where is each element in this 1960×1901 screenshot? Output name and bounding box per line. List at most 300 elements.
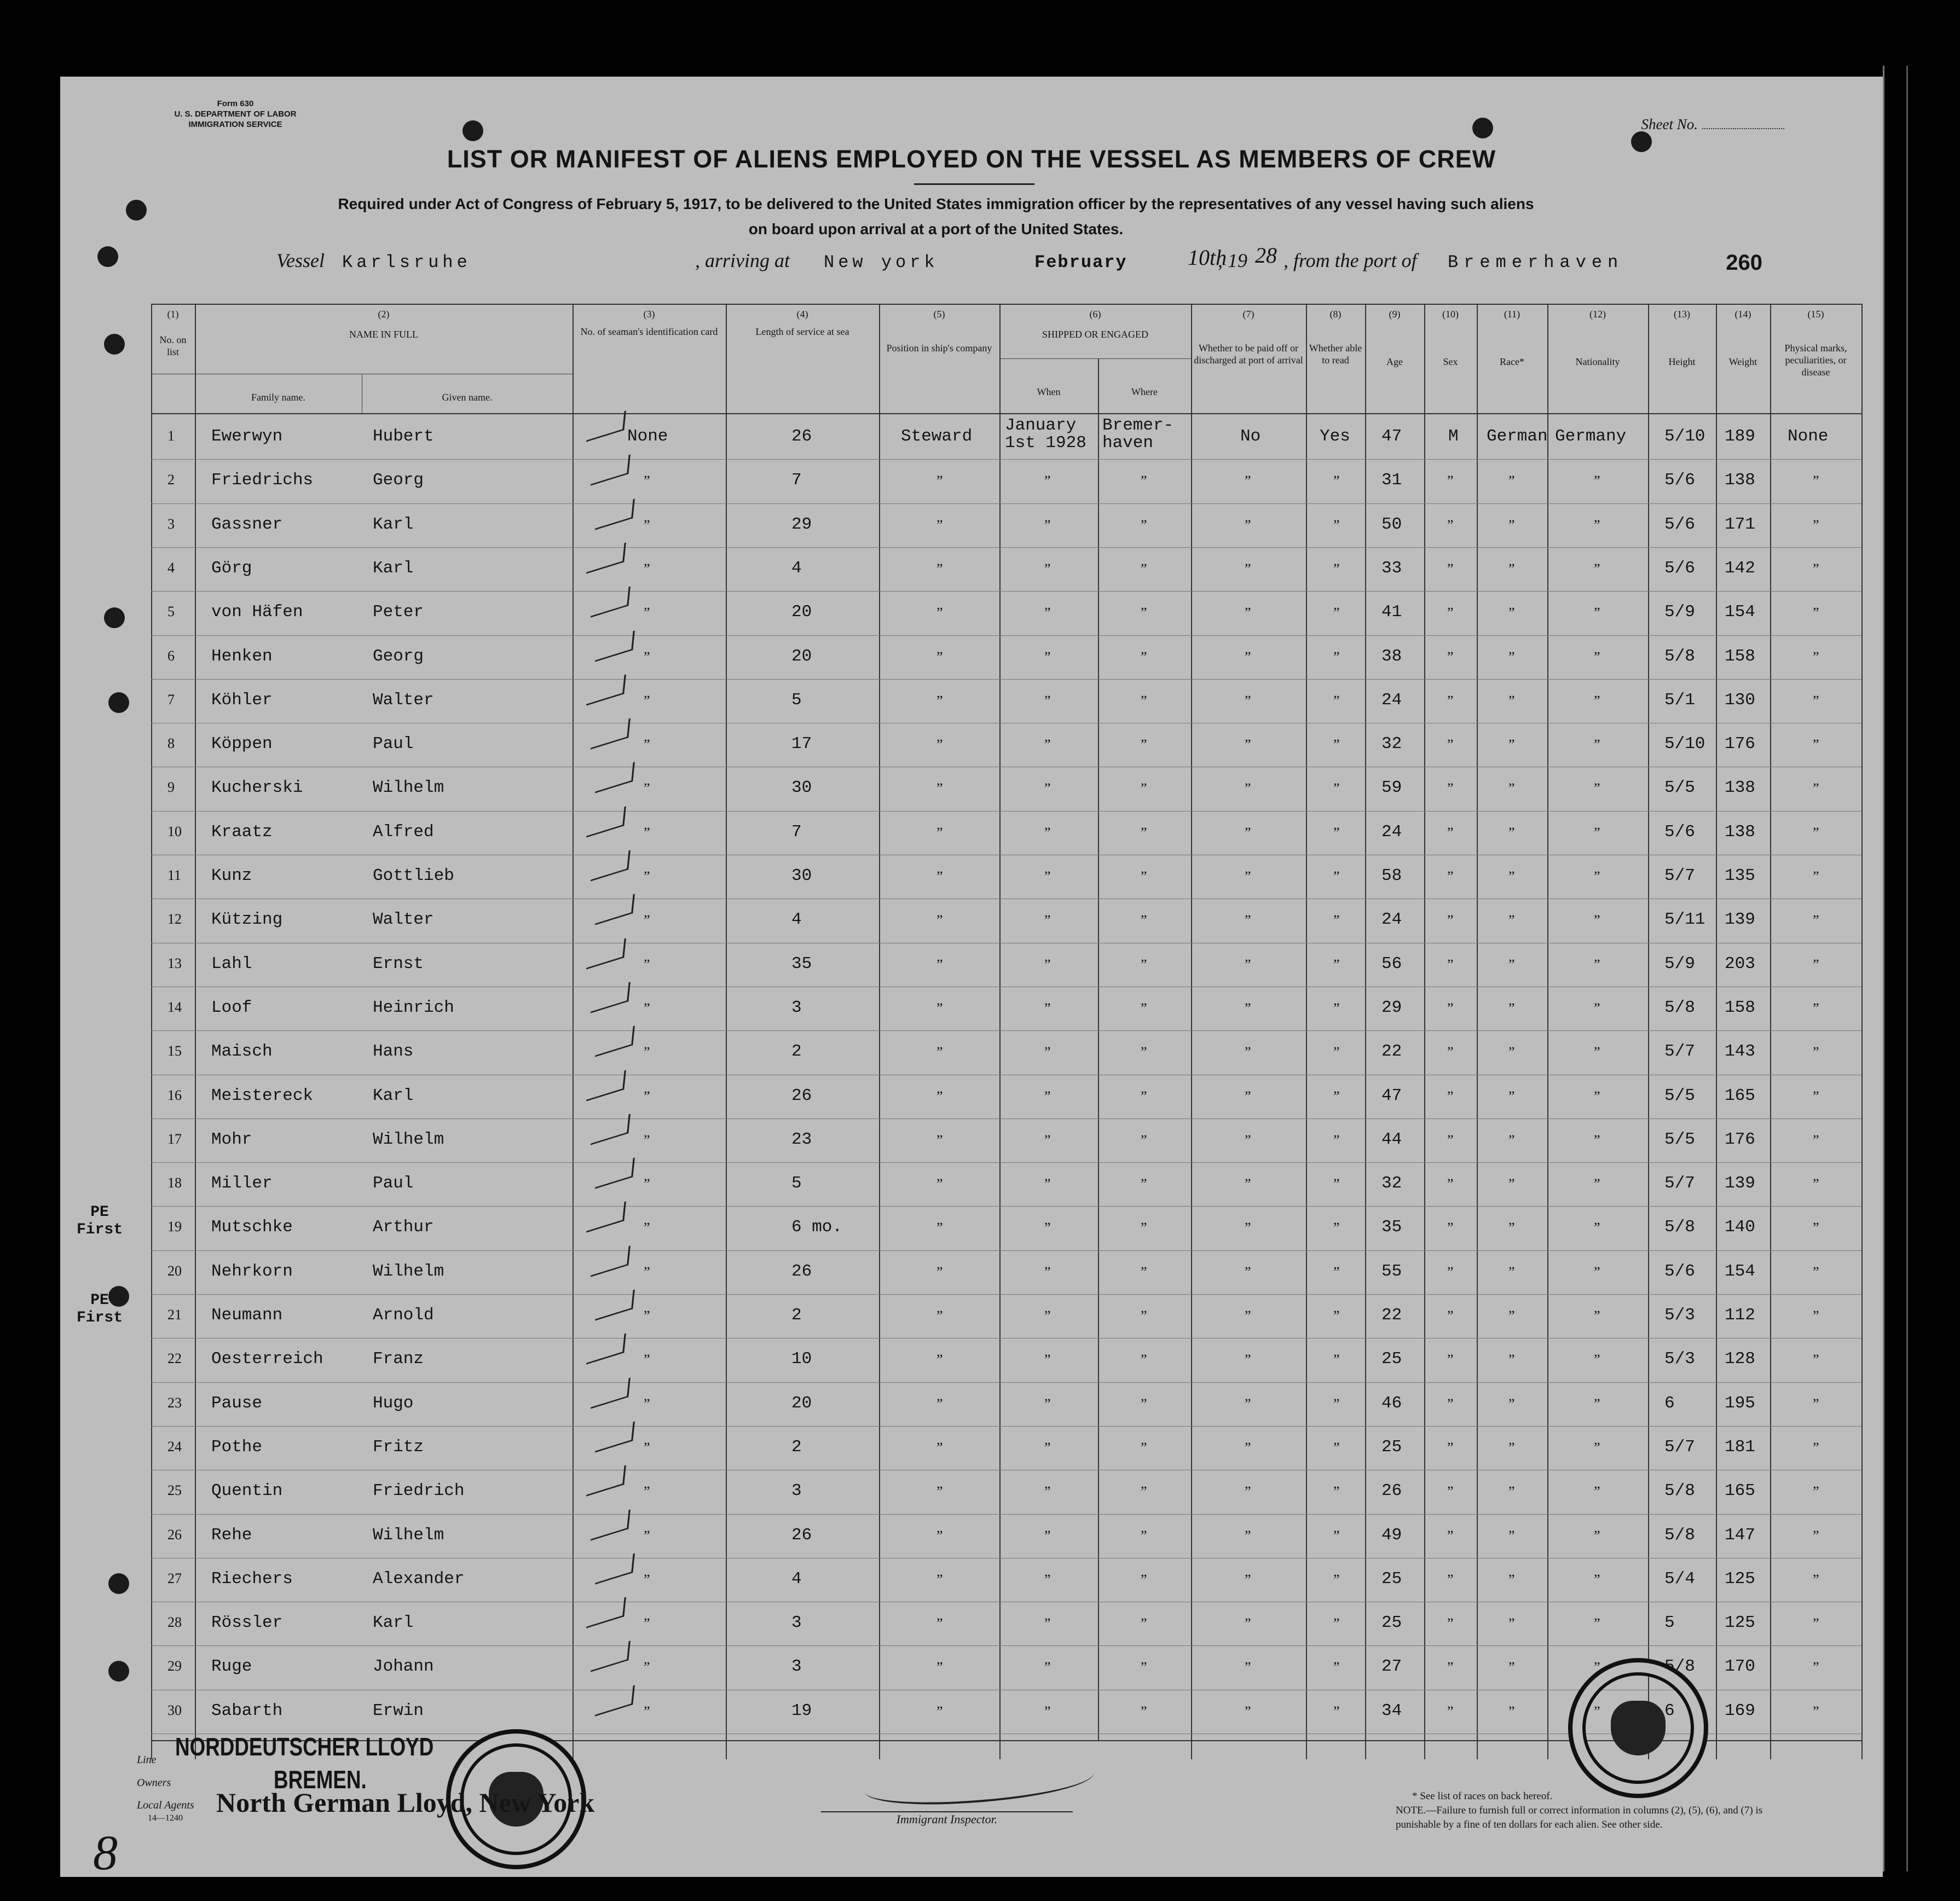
position: ”	[936, 517, 943, 533]
given-name-header: Given name.	[442, 392, 493, 403]
service: IMMIGRATION SERVICE	[188, 120, 282, 129]
physical-marks: ”	[1813, 737, 1819, 753]
sex: ”	[1447, 648, 1454, 665]
shipped-where: ”	[1141, 824, 1147, 841]
height: 5/9	[1664, 954, 1695, 973]
position: ”	[936, 1132, 943, 1148]
family-name: Rehe	[211, 1525, 252, 1545]
column-number: (1)	[167, 309, 179, 320]
id-card: ”	[644, 605, 650, 621]
punch-hole	[1472, 118, 1493, 138]
age: 24	[1381, 910, 1402, 930]
row-number: 30	[167, 1702, 182, 1718]
shipped-where: ”	[1141, 1352, 1147, 1368]
family-name: Kraatz	[211, 822, 273, 842]
column-number: (9)	[1389, 309, 1401, 320]
nationality: ”	[1594, 1132, 1600, 1148]
owners-stamp: BREMEN.	[274, 1765, 367, 1794]
family-name: Kunz	[211, 866, 252, 885]
physical-marks: ”	[1813, 1527, 1819, 1544]
age: 25	[1381, 1349, 1402, 1369]
given-name: Wilhelm	[373, 1261, 444, 1281]
sheet-number-label: Sheet No.	[1641, 116, 1698, 132]
race: ”	[1508, 868, 1515, 884]
nationality: ”	[1594, 868, 1600, 884]
sex: ”	[1447, 737, 1454, 753]
physical-marks: ”	[1813, 824, 1819, 841]
given-name: Erwin	[373, 1701, 424, 1720]
family-name: Rössler	[211, 1613, 283, 1633]
punch-hole	[104, 607, 125, 628]
family-name: Henken	[211, 646, 273, 666]
service-length: 30	[791, 778, 812, 798]
shipped-when: ”	[1044, 1176, 1051, 1192]
column-number: (4)	[796, 309, 808, 320]
service-length: 26	[791, 1086, 812, 1105]
margin-note-mark: PE	[90, 1292, 109, 1309]
age: 47	[1381, 427, 1402, 446]
row-number: 29	[167, 1658, 182, 1674]
position: ”	[936, 1220, 943, 1236]
id-card: ”	[644, 1439, 650, 1456]
paid-off: ”	[1245, 1352, 1251, 1368]
physical-marks: ”	[1813, 1044, 1819, 1060]
nationality: Germany	[1555, 427, 1627, 446]
given-name: Arthur	[373, 1218, 434, 1237]
shipped-when: ”	[1044, 868, 1051, 884]
weight: 138	[1725, 778, 1755, 798]
row-rule	[151, 811, 1861, 812]
row-rule	[151, 1426, 1861, 1427]
service-length: 3	[791, 1481, 802, 1501]
nationality: ”	[1594, 1395, 1600, 1412]
paid-off: ”	[1245, 1044, 1251, 1060]
inspector-label: Immigrant Inspector.	[821, 1811, 1073, 1827]
row-number: 15	[167, 1043, 182, 1059]
paid-off: ”	[1245, 1527, 1251, 1544]
nationality: ”	[1594, 560, 1600, 577]
able-to-read: ”	[1333, 1044, 1340, 1060]
paid-off: ”	[1245, 780, 1251, 797]
column-rule	[1547, 304, 1548, 1759]
able-to-read: ”	[1333, 737, 1340, 753]
race: ”	[1508, 1615, 1515, 1632]
family-name: Pause	[211, 1393, 263, 1413]
family-name: Görg	[211, 558, 252, 578]
shipped-when: ”	[1044, 517, 1051, 533]
family-name: Mutschke	[211, 1218, 293, 1237]
id-card: ”	[644, 912, 650, 929]
paid-off: ”	[1245, 824, 1251, 841]
column-rule	[726, 304, 727, 1759]
row-number: 28	[167, 1614, 182, 1631]
height: 5/6	[1664, 514, 1695, 534]
shipped-subheader-rule	[999, 358, 1191, 359]
column-number: (2)	[378, 309, 390, 320]
sex: ”	[1447, 1352, 1454, 1368]
fine-note: NOTE.—Failure to furnish full or correct information in columns (2), (5), (6), and (7) is punishable by a fine of ten dollars for each alien. See other side.	[1396, 1805, 1763, 1830]
able-to-read: ”	[1333, 1132, 1340, 1148]
position: ”	[936, 1395, 943, 1412]
position: ”	[936, 560, 943, 577]
sex: ”	[1447, 956, 1454, 972]
nationality: ”	[1594, 473, 1600, 489]
service-length: 23	[791, 1129, 812, 1149]
able-to-read: ”	[1333, 1615, 1340, 1632]
height: 5/3	[1664, 1306, 1695, 1325]
corner-number: 8	[93, 1826, 118, 1880]
service-length: 20	[791, 646, 812, 666]
physical-marks: ”	[1813, 956, 1819, 972]
position: ”	[936, 605, 943, 621]
race: ”	[1508, 1220, 1515, 1236]
family-name: Miller	[211, 1174, 273, 1193]
able-to-read: ”	[1333, 648, 1340, 665]
able-to-read: ”	[1333, 560, 1340, 577]
given-name: Georg	[373, 471, 424, 490]
sex: ”	[1447, 1308, 1454, 1324]
height: 5/4	[1664, 1569, 1695, 1589]
given-name: Alfred	[373, 822, 434, 842]
paid-off: ”	[1245, 1439, 1251, 1456]
row-number: 26	[167, 1526, 182, 1543]
column-rule	[1424, 304, 1425, 1759]
position: ”	[936, 824, 943, 841]
age: 32	[1381, 734, 1402, 754]
weight: 195	[1725, 1393, 1755, 1413]
paid-off: ”	[1245, 1220, 1251, 1236]
able-to-read: ”	[1333, 780, 1340, 797]
shipped-when: ”	[1044, 1571, 1051, 1587]
shipped-when: ”	[1044, 560, 1051, 577]
nationality: ”	[1594, 692, 1600, 709]
weight: 125	[1725, 1613, 1755, 1633]
shipped-when: ”	[1044, 1615, 1051, 1632]
margin-note-mark: PE	[90, 1204, 109, 1221]
physical-marks: ”	[1813, 912, 1819, 929]
paid-off: ”	[1245, 473, 1251, 489]
weight: 130	[1725, 690, 1755, 710]
given-name: Hans	[373, 1042, 414, 1062]
shipped-where: ”	[1141, 1483, 1147, 1500]
able-to-read: ”	[1333, 1308, 1340, 1324]
family-name: von Häfen	[211, 602, 303, 622]
shipped-where: ”	[1141, 1615, 1147, 1632]
punch-hole	[126, 200, 147, 221]
id-card: ”	[644, 1176, 650, 1192]
height: 5/7	[1664, 1042, 1695, 1062]
column-header: SHIPPED OR ENGAGED	[1042, 329, 1148, 340]
vessel-name: Karlsruhe	[342, 252, 471, 273]
shipped-when: ”	[1044, 912, 1051, 929]
shipped-where: ”	[1141, 1132, 1147, 1148]
age: 29	[1381, 998, 1402, 1017]
arrival-year: 28	[1255, 243, 1277, 268]
paid-off: ”	[1245, 1615, 1251, 1632]
shipped-where: ”	[1141, 956, 1147, 972]
column-rule	[999, 304, 1001, 1759]
shipped-where: ”	[1141, 1044, 1147, 1060]
shipped-where: ”	[1141, 1000, 1147, 1016]
id-card: ”	[644, 473, 650, 489]
race: ”	[1508, 1352, 1515, 1368]
row-rule	[151, 1162, 1861, 1163]
given-name: Walter	[373, 910, 434, 930]
page-title: LIST OR MANIFEST OF ALIENS EMPLOYED ON THE VESSEL AS MEMBERS OF CREW	[447, 145, 1496, 173]
shipped-where: ”	[1141, 692, 1147, 709]
sex: ”	[1447, 517, 1454, 533]
service-length: 20	[791, 1393, 812, 1413]
family-name: Riechers	[211, 1569, 293, 1589]
column-header: Whether able to read	[1309, 343, 1362, 366]
able-to-read: ”	[1333, 1483, 1340, 1500]
able-to-read: ”	[1333, 1395, 1340, 1412]
paid-off: ”	[1245, 560, 1251, 577]
nationality: ”	[1594, 1176, 1600, 1192]
position: ”	[936, 1527, 943, 1544]
weight: 154	[1725, 602, 1755, 622]
nationality: ”	[1594, 648, 1600, 665]
shipped-where: ”	[1141, 648, 1147, 665]
nationality: ”	[1594, 1088, 1600, 1104]
shipped-where: ”	[1141, 737, 1147, 753]
height: 5/11	[1664, 910, 1705, 930]
family-name: Sabarth	[211, 1701, 283, 1720]
arrival-day: 10th	[1188, 245, 1227, 270]
id-card: ”	[644, 1000, 650, 1016]
position: ”	[936, 1483, 943, 1500]
row-number: 2	[167, 472, 175, 488]
column-header: Race*	[1500, 356, 1524, 367]
shipped-when: ”	[1044, 1703, 1051, 1719]
departure-port: Bremerhaven	[1448, 252, 1624, 273]
physical-marks: ”	[1813, 560, 1819, 577]
given-name: Fritz	[373, 1437, 424, 1457]
race: ”	[1508, 1176, 1515, 1192]
header-bottom-rule	[151, 413, 1861, 414]
position: ”	[936, 1176, 943, 1192]
column-number: (5)	[933, 309, 945, 320]
column-number: (15)	[1807, 309, 1824, 320]
sex: ”	[1447, 1088, 1454, 1104]
nationality: ”	[1594, 912, 1600, 929]
family-name: Kucherski	[211, 778, 303, 798]
table-top-rule	[151, 304, 1861, 305]
race: ”	[1508, 912, 1515, 929]
nationality: ”	[1594, 1615, 1600, 1632]
weight: 170	[1725, 1657, 1755, 1677]
physical-marks: ”	[1813, 692, 1819, 709]
able-to-read: ”	[1333, 1352, 1340, 1368]
id-card: ”	[644, 737, 650, 753]
physical-marks: ”	[1813, 517, 1819, 533]
nationality: ”	[1594, 517, 1600, 533]
given-name: Karl	[373, 1086, 414, 1105]
paid-off: ”	[1245, 692, 1251, 709]
height: 6	[1664, 1701, 1675, 1720]
id-card: ”	[644, 1703, 650, 1719]
column-number: (6)	[1089, 309, 1101, 320]
service-length: 2	[791, 1042, 802, 1062]
row-rule	[151, 1294, 1861, 1295]
shipped-when: ”	[1044, 692, 1051, 709]
nationality: ”	[1594, 1308, 1600, 1324]
race: ”	[1508, 1308, 1515, 1324]
position: ”	[936, 1703, 943, 1719]
service-length: 19	[791, 1701, 812, 1720]
shipped-when: ”	[1044, 1308, 1051, 1324]
owners-label: Owners	[137, 1777, 171, 1789]
race: ”	[1508, 737, 1515, 753]
weight: 138	[1725, 822, 1755, 842]
weight: 139	[1725, 910, 1755, 930]
service-length: 2	[791, 1306, 802, 1325]
service-length: 35	[791, 954, 812, 973]
column-rule	[1648, 304, 1649, 1759]
row-number: 23	[167, 1394, 182, 1411]
column-number: (11)	[1504, 309, 1520, 320]
able-to-read: ”	[1333, 1439, 1340, 1456]
family-name: Lahl	[211, 954, 252, 973]
age: 33	[1381, 558, 1402, 578]
able-to-read: ”	[1333, 605, 1340, 621]
able-to-read: ”	[1333, 692, 1340, 709]
nationality: ”	[1594, 737, 1600, 753]
service-length: 7	[791, 471, 802, 490]
column-number: (13)	[1674, 309, 1690, 320]
sex: M	[1448, 427, 1459, 446]
weight: 165	[1725, 1481, 1755, 1501]
family-name-header: Family name.	[251, 392, 305, 403]
id-card: ”	[644, 780, 650, 797]
age: 41	[1381, 602, 1402, 622]
subtitle-line-2: on board upon arrival at a port of the United States.	[748, 221, 1124, 237]
punch-hole	[97, 246, 118, 267]
row-number: 4	[167, 559, 175, 576]
id-card: ”	[644, 1571, 650, 1587]
physical-marks: ”	[1813, 1395, 1819, 1412]
column-rule	[1770, 304, 1771, 1759]
shipped-when: ”	[1044, 824, 1051, 841]
height: 5/8	[1664, 1525, 1695, 1545]
paid-off: ”	[1245, 1088, 1251, 1104]
agents-stamp: North German Lloyd, New York	[216, 1787, 595, 1818]
given-name: Paul	[373, 734, 414, 754]
shipped-where: ”	[1141, 1220, 1147, 1236]
weight: 181	[1725, 1437, 1755, 1457]
service-length: 26	[791, 1261, 812, 1281]
shipped-when: ”	[1044, 956, 1051, 972]
sex: ”	[1447, 1703, 1454, 1719]
service-length: 5	[791, 1174, 802, 1193]
sex: ”	[1447, 1176, 1454, 1192]
age: 26	[1381, 1481, 1402, 1501]
nationality: ”	[1594, 1703, 1600, 1719]
position: Steward	[901, 427, 973, 446]
age: 22	[1381, 1306, 1402, 1325]
height: 5/6	[1664, 558, 1695, 578]
family-name: Meistereck	[211, 1086, 314, 1105]
form-header	[137, 98, 334, 130]
paid-off: ”	[1245, 1659, 1251, 1676]
given-name: Friedrich	[373, 1481, 465, 1501]
position: ”	[936, 912, 943, 929]
age: 24	[1381, 822, 1402, 842]
weight: 158	[1725, 646, 1755, 666]
height: 5/8	[1664, 1481, 1695, 1501]
race: ”	[1508, 648, 1515, 665]
physical-marks: ”	[1813, 648, 1819, 665]
agents-label	[137, 1799, 194, 1824]
row-number: 18	[167, 1175, 182, 1191]
column-header: Position in ship's company	[886, 343, 992, 353]
race: ”	[1508, 1703, 1515, 1719]
physical-marks: ”	[1813, 1264, 1819, 1280]
physical-marks: None	[1788, 427, 1829, 446]
service-length: 17	[791, 734, 812, 754]
paid-off: ”	[1245, 648, 1251, 665]
column-number: (12)	[1589, 309, 1606, 320]
sex: ”	[1447, 560, 1454, 577]
physical-marks: ”	[1813, 1483, 1819, 1500]
column-header: Weight	[1728, 356, 1757, 367]
family-name: Ewerwyn	[211, 427, 283, 446]
paid-off: ”	[1245, 912, 1251, 929]
family-name: Quentin	[211, 1481, 283, 1501]
position: ”	[936, 737, 943, 753]
shipped-when: ”	[1044, 1044, 1051, 1060]
weight: 169	[1725, 1701, 1755, 1720]
row-rule	[151, 1030, 1861, 1031]
service-length: 5	[791, 690, 802, 710]
able-to-read: ”	[1333, 1527, 1340, 1544]
height: 5/3	[1664, 1349, 1695, 1369]
physical-marks: ”	[1813, 1176, 1819, 1192]
race: ”	[1508, 824, 1515, 841]
row-rule	[151, 679, 1861, 680]
arriving-label: , arriving at	[695, 250, 790, 271]
column-header: Sex	[1443, 356, 1458, 367]
shipped-when: ”	[1044, 1088, 1051, 1104]
nationality: ”	[1594, 1483, 1600, 1500]
paid-off: ”	[1245, 1000, 1251, 1016]
height: 5/8	[1664, 1218, 1695, 1237]
physical-marks: ”	[1813, 1220, 1819, 1236]
nationality: ”	[1594, 1220, 1600, 1236]
nationality: ”	[1594, 1352, 1600, 1368]
paid-off: ”	[1245, 1483, 1251, 1500]
id-card: ”	[644, 1308, 650, 1324]
shipped-where: ”	[1141, 1176, 1147, 1192]
page-number: 260	[1726, 251, 1762, 275]
service-length: 3	[791, 1657, 802, 1677]
race: ”	[1508, 517, 1515, 533]
given-name: Wilhelm	[373, 1525, 444, 1545]
given-name: Wilhelm	[373, 1129, 444, 1149]
given-name: Alexander	[373, 1569, 465, 1589]
physical-marks: ”	[1813, 1352, 1819, 1368]
row-number: 3	[167, 515, 175, 532]
column-rule	[195, 304, 196, 1759]
row-number: 24	[167, 1438, 182, 1454]
race: ”	[1508, 1395, 1515, 1412]
paid-off: ”	[1245, 868, 1251, 884]
shipped-where: Bremer- haven	[1102, 416, 1174, 453]
age: 44	[1381, 1129, 1402, 1149]
position: ”	[936, 1439, 943, 1456]
shipped-when: ”	[1044, 1395, 1051, 1412]
row-rule	[151, 591, 1861, 592]
